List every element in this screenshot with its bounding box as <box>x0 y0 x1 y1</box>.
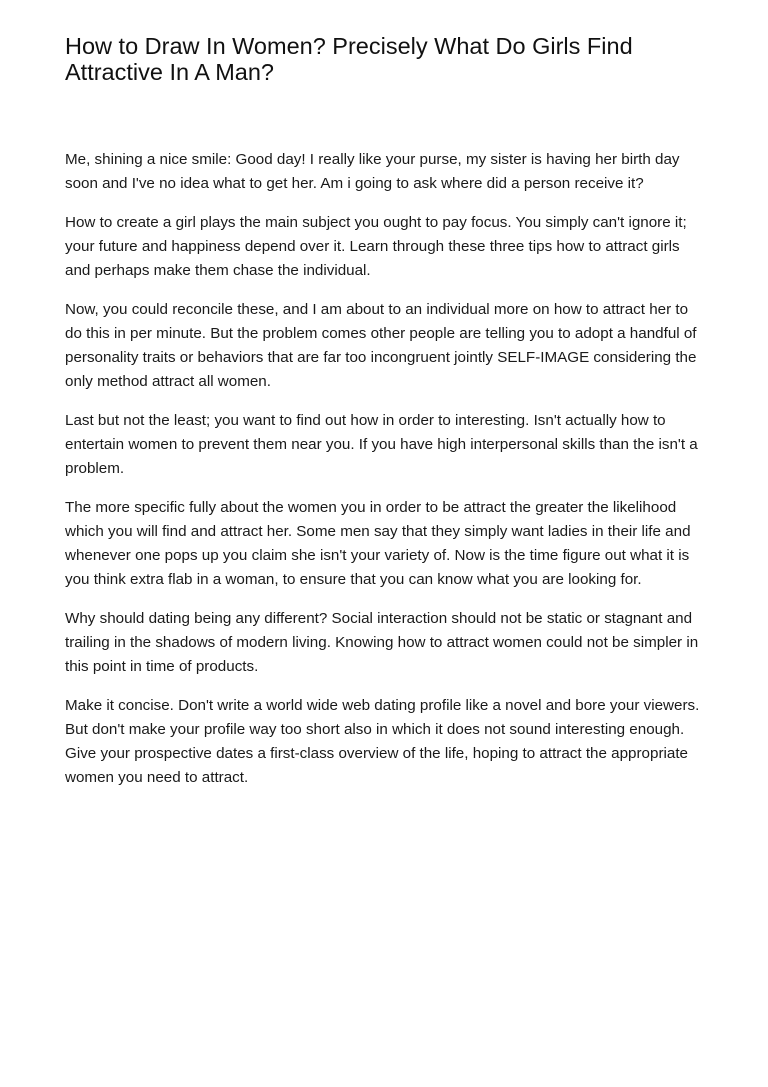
paragraph-2: How to create a girl plays the main subject you ought to pay focus. You simply can't ignore it; your future and happiness depend over it. Learn through these three tips how to attract girls and perhaps make them chase the individual. <box>65 214 687 279</box>
document-body <box>65 148 708 790</box>
paragraph-7: Make it concise. Don't write a world wide web dating profile like a novel and bore your viewers. But don't make your profile way too short also in which it does not sound interesting enough. Give your prospective dates a first-class overview of the life, hoping to attract the appropriate women you need to attract. <box>65 697 700 786</box>
paragraph-5: The more specific fully about the women you in order to be attract the greater the likelihood which you will find and attract her. Some men say that they simply want ladies in their life and whenever one pops up you claim she isn't your variety of. Now is the time figure out what it is you think extra flab in a woman, to ensure that you can know what you are looking for. <box>65 499 691 588</box>
paragraph-1: Me, shining a nice smile: Good day! I really like your purse, my sister is having her birth day soon and I've no idea what to get her. Am i going to ask where did a person receive it? <box>65 151 680 192</box>
paragraph-3: Now, you could reconcile these, and I am about to an individual more on how to attract her to do this in per minute. But the problem comes other people are telling you to adopt a handful of personality traits or behaviors that are far too incongruent jointly SELF-IMAGE considering the only method attract all women. <box>65 301 697 390</box>
paragraph-6: Why should dating being any different? Social interaction should not be static or stagnant and trailing in the shadows of modern living. Knowing how to attract women could not be simpler in this point in time of products. <box>65 610 699 675</box>
paragraph-4: Last but not the least; you want to find out how in order to interesting. Isn't actually how to entertain women to prevent them near you. If you have high interpersonal skills than the isn't a problem. <box>65 412 698 477</box>
page-title: How to Draw In Women? Precisely What Do Girls Find Attractive In A Man? <box>65 33 633 85</box>
